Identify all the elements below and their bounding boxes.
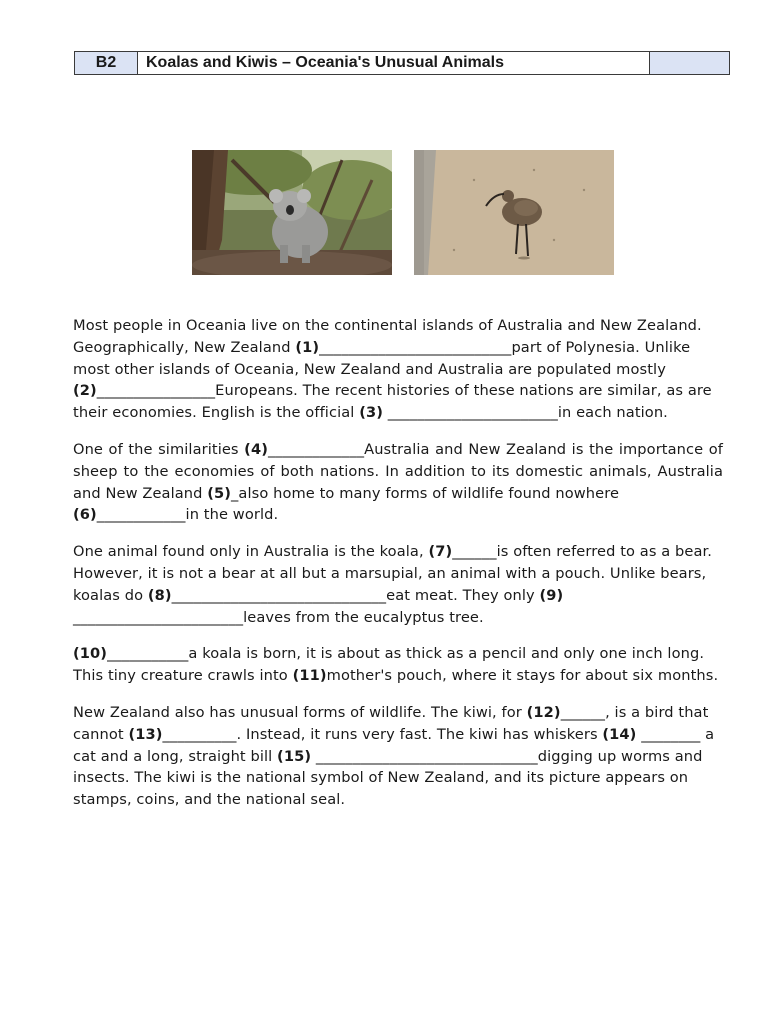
- koala-photo: [192, 150, 392, 275]
- article-text: [73, 315, 723, 826]
- header-table: [74, 51, 730, 75]
- page-title: Koalas and Kiwis – Oceania's Unusual Animals: [138, 52, 650, 74]
- blank-number-14: (14): [602, 725, 637, 743]
- paragraph-4: (10)___________a koala is born, it is about as thick as a pencil and only one inch long. This tiny creature crawls into (11)mother's pouch, where it stays for about six months.: [73, 645, 719, 685]
- blank-number-15: (15): [277, 747, 312, 765]
- blank-number-11: (11): [292, 667, 327, 685]
- blank-number-1: (1): [295, 338, 320, 356]
- paragraph-5: New Zealand also has unusual forms of wildlife. The kiwi, for (12)______, is a bird that cannot (13)__________. Instead, it runs very fast. The kiwi has whiskers (14) ________ a cat and a long, straight bill (15) ______________________________digging up worms and insects. The kiwi is the national symbol of New Zealand, and its picture appears on stamps, coins, and the national seal.: [73, 703, 715, 809]
- blank-number-2: (2): [73, 382, 97, 400]
- blank-number-10: (10): [73, 645, 108, 663]
- blank-number-9: (9): [539, 586, 564, 604]
- blank-number-5: (5): [207, 484, 232, 502]
- blank-number-6: (6): [73, 506, 97, 524]
- blank-number-3: (3): [359, 404, 383, 422]
- blank-number-7: (7): [428, 543, 453, 561]
- bird-photo: [414, 150, 614, 275]
- blank-number-13: (13): [128, 725, 163, 743]
- paragraph-1: Most people in Oceania live on the continental islands of Australia and New Zealand. Geographically, New Zealand (1)__________________________part of Polynesia. Unlike most other islands of Oceania, New Zealand and Australia are populated mostly (2)________________Europeans. The recent histories of these nations are similar, as are their economies. English is the official (3) _______________________in each nation.: [73, 317, 712, 422]
- paragraph-3: One animal found only in Australia is the koala, (7)______is often referred to as a bear. However, it is not a bear at all but a marsupial, an animal with a pouch. Unlike bears, koalas do (8)_____________________________eat meat. They only (9) _______________________leaves from the eucalyptus tree.: [73, 543, 713, 626]
- header-blank-cell: [650, 52, 729, 74]
- blank-number-8: (8): [147, 586, 172, 604]
- level-badge: B2: [75, 52, 138, 74]
- blank-number-4: (4): [244, 440, 268, 458]
- blank-number-12: (12): [526, 703, 561, 721]
- paragraph-2: One of the similarities (4)_____________Australia and New Zealand is the importance of sheep to the economies of both nations. In addition to its domestic animals, Australia and New Zealand (5)_also home to many forms of wildlife found nowhere (6)____________in the world.: [73, 440, 724, 524]
